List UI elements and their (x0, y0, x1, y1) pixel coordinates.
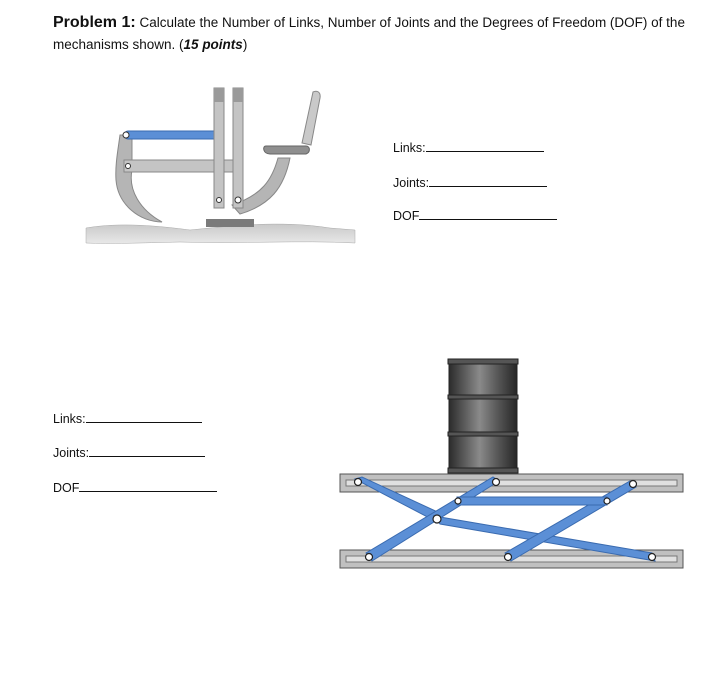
mech2-links-label: Links: (53, 412, 86, 426)
pin-joint (235, 197, 241, 203)
scissor-link (457, 497, 607, 505)
pin-joint (355, 479, 362, 486)
pin-joint (433, 515, 441, 523)
problem-points: 15 points (183, 37, 243, 52)
seat (264, 146, 310, 154)
barrel (448, 359, 518, 473)
lever-right (233, 88, 243, 208)
pin-joint (630, 481, 637, 488)
pin-joint (604, 498, 610, 504)
lever-grip (233, 88, 243, 102)
hook-link (116, 135, 162, 222)
pin-joint (455, 498, 461, 504)
pin-joint (126, 164, 131, 169)
pin-joint (217, 198, 222, 203)
mech1-links-label: Links: (393, 141, 426, 155)
mech2-joints-label: Joints: (53, 446, 90, 460)
lever-left (214, 88, 224, 208)
pin-joint (366, 554, 373, 561)
base-block (206, 219, 254, 227)
mech1-dof-label: DOF (393, 209, 420, 223)
mech2-dof-label: DOF (53, 481, 80, 495)
pin-joint (493, 479, 500, 486)
pin-joint (123, 132, 129, 138)
lever-grip (214, 88, 224, 102)
seat-back (302, 91, 320, 145)
problem-label: Problem 1: (53, 14, 136, 31)
problem-close-paren: ) (242, 37, 248, 52)
pin-joint (649, 554, 656, 561)
blue-link (124, 131, 220, 139)
mech1-joints-label: Joints: (393, 176, 430, 190)
pin-joint (505, 554, 512, 561)
problem-instruction: Calculate the Number of Links, Number of Joints and the Degrees of Freedom (DOF) of the mechanisms shown. ( (53, 15, 685, 52)
